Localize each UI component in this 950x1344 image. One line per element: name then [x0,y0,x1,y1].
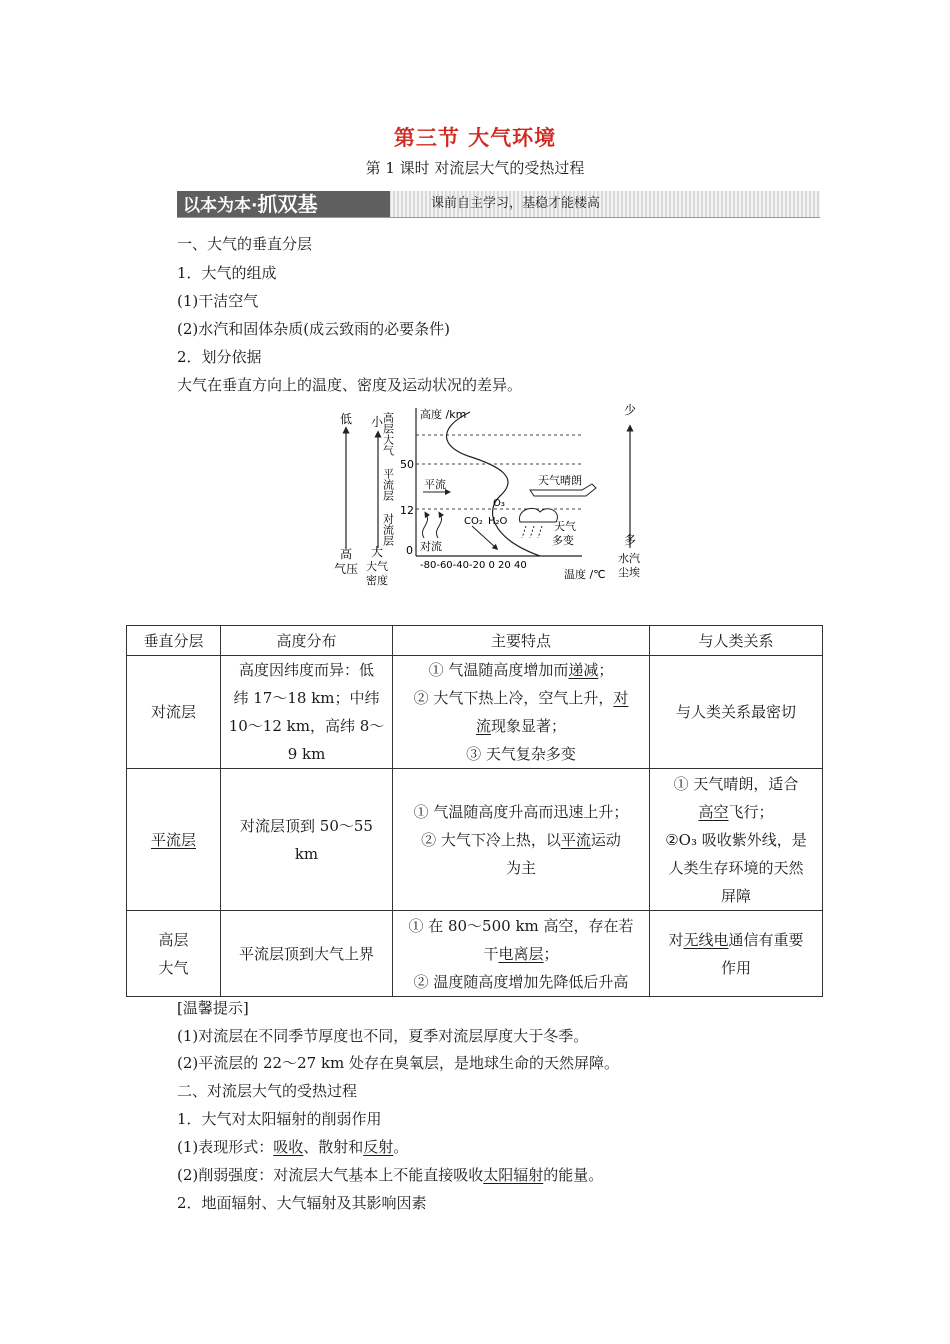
temp-axis-label: 温度 /℃ [564,568,606,581]
small-label: 小 [371,415,384,429]
h2o-label: H₂O [488,516,508,527]
height-axis-label: 高度 /km [420,408,467,421]
height-cell: 平流层顶到大气上界 [221,911,393,997]
table-row [127,769,823,911]
section-banner [177,191,820,218]
pressure-label: 气压 [334,562,359,576]
co2-label: CO₂ [464,516,483,527]
heading-heating-process: 二、对流层大气的受热过程 [177,1082,358,1100]
header-layer: 垂直分层 [127,626,221,656]
item-dry-air: (1)干洁空气 [177,292,259,310]
heading-basis: 2．划分依据 [177,348,262,366]
temp-ticks: -80-60-40-20 0 20 40 [420,560,527,571]
banner-label: 以本为本·抓双基 [177,191,390,217]
table-row [127,911,823,997]
tick-0: 0 [406,544,413,557]
features-cell: ① 气温随高度升高而迅速上升； ② 大气下冷上热，以平流运动 为主 [393,769,650,911]
few-label: 少 [624,403,637,417]
low-label: 低 [340,412,353,426]
vapor-label-b: 尘埃 [618,566,640,579]
weather-label-b: 多变 [552,534,574,547]
high-label: 高 [340,547,353,561]
convection-label: 对流 [420,540,442,553]
tick-12: 12 [400,504,414,517]
weather-label-a: 天气 [554,520,576,533]
item-water-vapor: (2)水汽和固体杂质(成云致雨的必要条件) [177,320,450,338]
tip-2: (2)平流层的 22～27 km 处存在臭氧层，是地球生命的天然屏障。 [177,1054,620,1072]
layer-name: 高层 大气 [127,911,221,997]
relation-cell: ① 天气晴朗，适合 高空飞行； ②O₃ 吸收紫外线，是 人类生存环境的天然 屏障 [650,769,823,911]
layer-name: 对流层 [127,656,221,769]
banner-slogan: 课前自主学习，基稳才能楼高 [431,196,601,211]
heading-composition: 1．大气的组成 [177,264,277,282]
atmosphere-layers-diagram [320,398,640,593]
heading-weakening: 1．大气对太阳辐射的削弱作用 [177,1110,382,1128]
upper-atmosphere-label: 高层大气 [381,412,395,456]
lesson-subtitle: 第 1 课时 对流层大气的受热过程 [365,159,585,177]
features-cell: ① 气温随高度增加而递减； ② 大气下热上冷，空气上升，对 流现象显著； ③ 天气复杂多变 [393,656,650,769]
flow-label: 平流 [424,478,446,491]
item-intensity: (2)削弱强度：对流层大气基本上不能直接吸收太阳辐射的能量。 [177,1166,604,1184]
item-forms: (1)表现形式：吸收、散射和反射。 [177,1138,409,1156]
heading-vertical-layers: 一、大气的垂直分层 [177,235,313,253]
o3-label: O₃ [493,498,505,509]
many-label: 多 [624,533,637,547]
height-cell: 对流层顶到 50～55 km [221,769,393,911]
vapor-label-a: 水汽 [618,552,640,565]
header-features: 主要特点 [393,626,650,656]
table-header-row [127,626,823,656]
large-label: 大 [371,545,384,559]
header-height: 高度分布 [221,626,393,656]
layer-name: 平流层 [127,769,221,911]
sunny-label: 天气晴朗 [538,474,582,487]
height-cell: 高度因纬度而异：低 纬 17～18 km；中纬 10～12 km，高纬 8～ 9 km [221,656,393,769]
tips-heading: [温馨提示] [177,999,249,1017]
troposphere-label: 对流层 [381,513,395,546]
table-row [127,656,823,769]
header-relation: 与人类关系 [650,626,823,656]
heading-radiation: 2．地面辐射、大气辐射及其影响因素 [177,1194,427,1212]
basis-text: 大气在垂直方向上的温度、密度及运动状况的差异。 [177,376,523,394]
features-cell: ① 在 80～500 km 高空，存在若 干电离层； ② 温度随高度增加先降低后升高 [393,911,650,997]
relation-cell: 对无线电通信有重要 作用 [650,911,823,997]
relation-cell: 与人类关系最密切 [650,656,823,769]
tip-1: (1)对流层在不同季节厚度也不同，夏季对流层厚度大于冬季。 [177,1027,589,1045]
section-title: 第三节 大气环境 [393,125,557,150]
density-label-a: 大气 [366,560,388,573]
stratosphere-label: 平流层 [381,468,395,501]
layers-table [126,625,823,997]
density-label-b: 密度 [366,574,388,587]
tick-50: 50 [400,458,414,471]
